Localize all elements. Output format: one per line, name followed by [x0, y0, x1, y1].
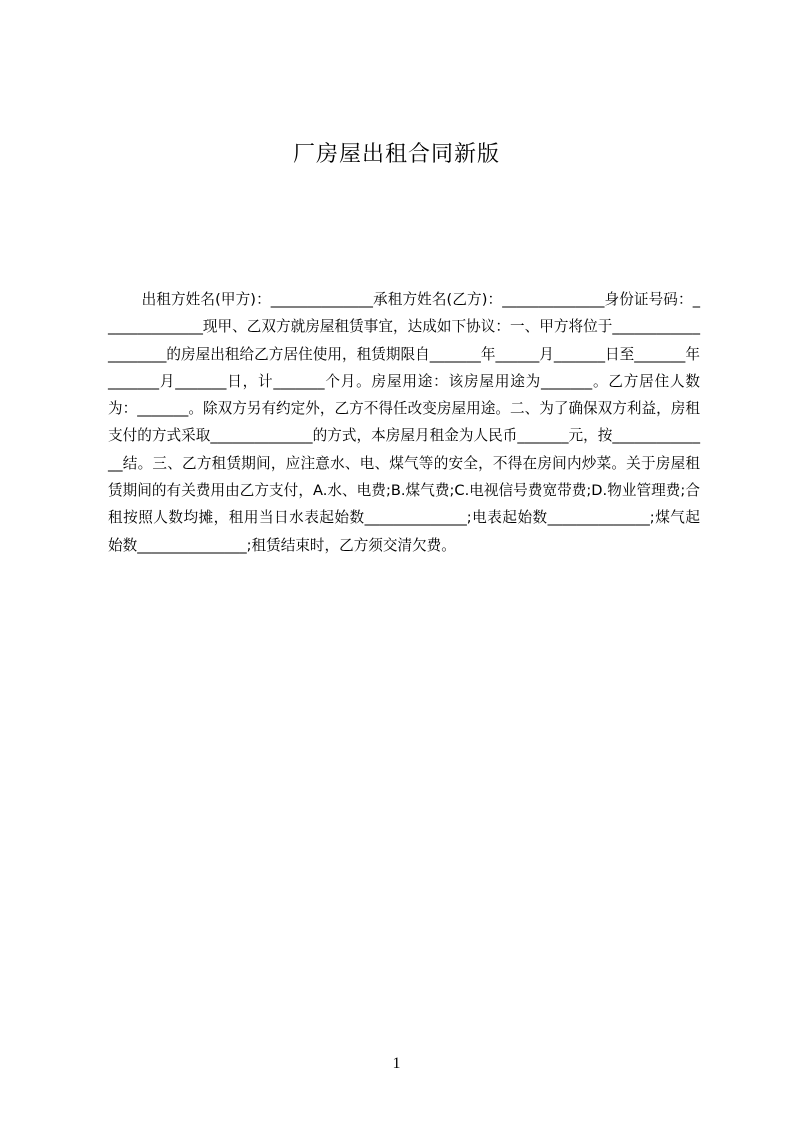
page-number: 1	[392, 1055, 401, 1072]
document-title: 厂房屋出租合同新版	[292, 142, 500, 167]
contract-body-paragraph: 出租方姓名(甲方)：______________承租方姓名(乙方)：______________身份证号码：______________现甲、乙双方就房屋租赁事宜，达成如下协议：一、甲方将位于____________________的房屋出租给乙方居住使用，租赁期限自_______年______月_______日至_______年_______月_______日，计_______个月。房屋用途：该房屋用途为_______。乙方居住人数为：_______。除双方另有约定外，乙方不得任改变房屋用途。二、为了确保双方利益，房租支付的方式采取______________的方式，本房屋月租金为人民币_______元，按______________结。三、乙方租赁期间，应注意水、电、煤气等的安全，不得在房间内炒菜。关于房屋租赁期间的有关费用由乙方支付，A.水、电费;B.煤气费;C.电视信号费宽带费;D.物业管理费;合租按照人数均摊，租用当日水表起始数______________;电表起始数______________;煤气起始数_______________;租赁结束时，乙方须交清欠费。	[108, 291, 700, 554]
